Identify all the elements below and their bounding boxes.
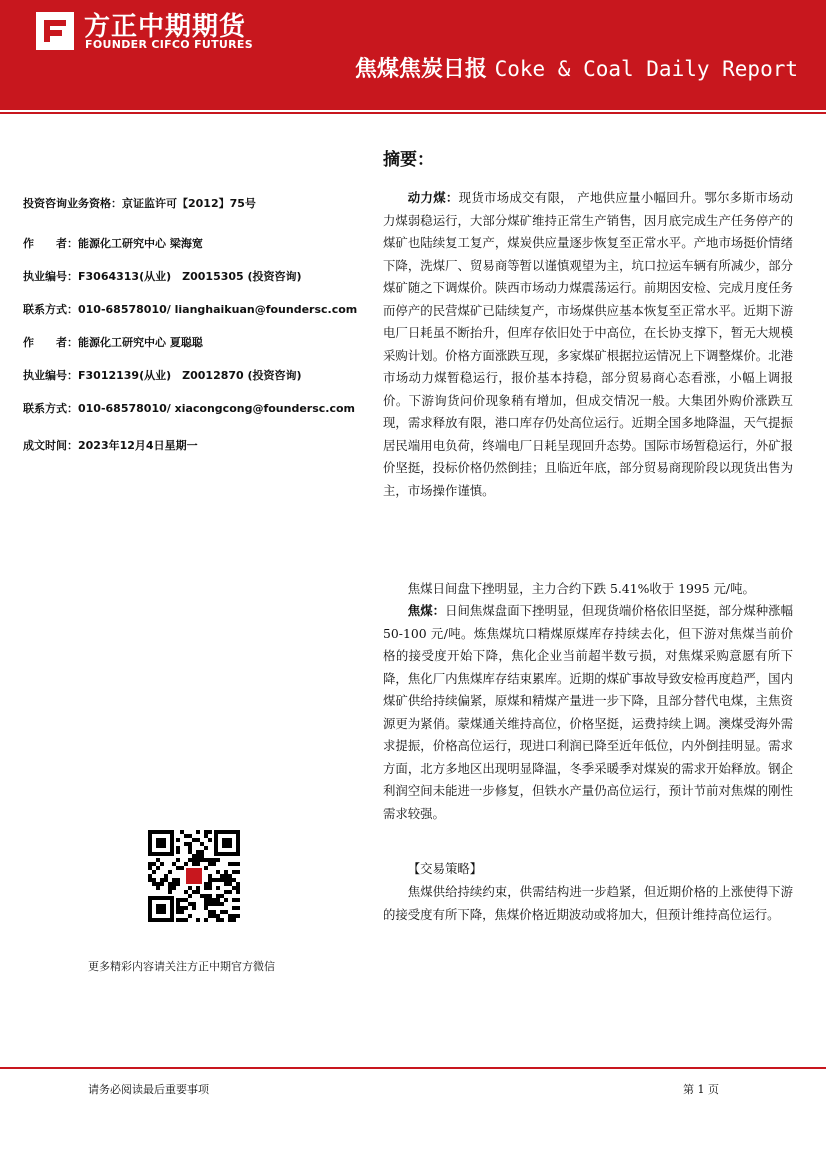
company-name-cn: 方正中期期货 <box>84 12 247 42</box>
wechat-qr-code-icon <box>148 830 240 922</box>
report-title <box>355 52 798 83</box>
coking-coal-text: 日间焦煤盘面下挫明显，但现货端价格依旧坚挺，部分煤种涨幅 50-100 元/吨。炼焦煤坑口精煤原煤库存持续去化，但下游对焦煤当前价格的接受度开始下降，焦化企业当前超半数亏损，对焦煤采购意愿有所下降，焦化厂内焦煤库存结束累库。近期的煤矿事故导致安检再度趋严，国内煤矿供给持续偏紧，原煤和精煤产量进一步下降，且部分替代电煤，主焦资源更为紧俏。蒙煤通关维持高位，价格坚挺，运费持续上调。澳煤受海外需求提振，价格高位运行，现进口利润已降至近年低位，内外倒挂明显。需求方面，北方多地区出现明显降温，冬季采暖季对煤炭的需求开始释放。钢企利润空间未能进一步修复，但铁水产量仍高位运行，预计节前对焦煤的刚性需求较强。 <box>383 603 793 821</box>
meta-label: 联系方式： <box>23 402 78 415</box>
meta-value: 010-68578010/ lianghaikuan@foundersc.com <box>78 303 358 316</box>
qr-caption: 更多精彩内容请关注方正中期官方微信 <box>88 960 275 973</box>
header-banner <box>0 0 826 110</box>
important-notice: 请务必阅读最后重要事项 <box>88 1083 209 1096</box>
meta-value: 010-68578010/ xiacongcong@foundersc.com <box>78 402 356 415</box>
meta-label: 联系方式： <box>23 303 78 316</box>
license-row <box>23 367 302 383</box>
meta-label: 成文时间： <box>23 439 78 452</box>
footer-rule <box>0 1067 826 1069</box>
power-coal-text: 现货市场成交有限， 产地供应量小幅回升。鄂尔多斯市场动力煤弱稳运行，大部分煤矿维持正常生产销售，因月底完成生产任务停产的煤矿也陆续复工复产，煤炭供应量逐步恢复至正常水平。产地市场挺价情绪下降，洗煤厂、贸易商等暂以谨慎观望为主，坑口拉运车辆有所减少，部分煤矿随之下调煤价。陕西市场动力煤震荡运行。前期因安检、完成月度任务而停产的民营煤矿已陆续复产，市场煤供应基本恢复至正常水平。近期下游电厂日耗虽不断抬升，但库存依旧处于中高位，在长协支撑下，暂无大规模采购计划。价格方面涨跌互现，多家煤矿根据拉运情况上下调整煤价。北港市场动力煤暂稳运行，报价基本持稳，部分贸易商心态看涨，小幅上调报价。下游询货问价现象稍有增加，但成交情况一般。大集团外购价涨跌互现，需求释放有限，港口库存仍处高位运行。近期全国多地降温，天气提振居民端用电负荷，终端电厂日耗呈现回升态势。国际市场暂稳运行，外矿报价坚挺，投标价格仍然倒挂；且临近年底，部分贸易商现阶段以现货出售为主，市场操作谨慎。 <box>383 190 793 498</box>
abstract-title: 摘要： <box>383 150 434 170</box>
coke-summary: 焦煤日间盘下挫明显，主力合约下跌 5.41%收于 1995 元/吨。 <box>407 581 755 596</box>
author-row <box>23 334 203 350</box>
header-rule <box>0 112 826 114</box>
page-number: 第 1 页 <box>683 1083 719 1096</box>
meta-label: 执业编号： <box>23 369 78 382</box>
meta-value: F3012139(从业) Z0012870 (投资咨询) <box>78 369 302 382</box>
contact-row <box>23 301 357 317</box>
strategy-title: 【交易策略】 <box>407 861 483 876</box>
power-coal-label: 动力煤： <box>407 190 459 205</box>
date-row <box>23 437 198 453</box>
qualification-line: 投资咨询业务资格：京证监许可【2012】75号 <box>23 197 256 210</box>
meta-value: 能源化工研究中心 夏聪聪 <box>78 336 203 349</box>
strategy-paragraph: 焦煤供给持续约束，供需结构进一步趋紧，但近期价格的上涨使得下游的接受度有所下降，焦煤价格近期波动或将加大，但预计维持高位运行。 <box>383 884 793 922</box>
company-name-en: FOUNDER CIFCO FUTURES <box>85 38 253 51</box>
report-title-cn: 焦煤焦炭日报 <box>354 56 487 82</box>
author-row <box>23 235 203 251</box>
power-coal-paragraph <box>383 187 793 502</box>
meta-value: 2023年12月4日星期一 <box>78 439 198 452</box>
license-row <box>23 268 302 284</box>
meta-value: 能源化工研究中心 梁海宽 <box>78 237 203 250</box>
meta-label: 作 者： <box>23 237 78 250</box>
coking-coal-label: 焦煤： <box>407 603 446 618</box>
meta-label: 执业编号： <box>23 270 78 283</box>
contact-row <box>23 400 355 416</box>
coking-coal-paragraph <box>383 600 793 825</box>
founder-logo-icon <box>36 12 74 50</box>
meta-value: F3064313(从业) Z0015305 (投资咨询) <box>78 270 302 283</box>
report-title-en: Coke & Coal Daily Report <box>494 57 798 81</box>
meta-label: 作 者： <box>23 336 78 349</box>
